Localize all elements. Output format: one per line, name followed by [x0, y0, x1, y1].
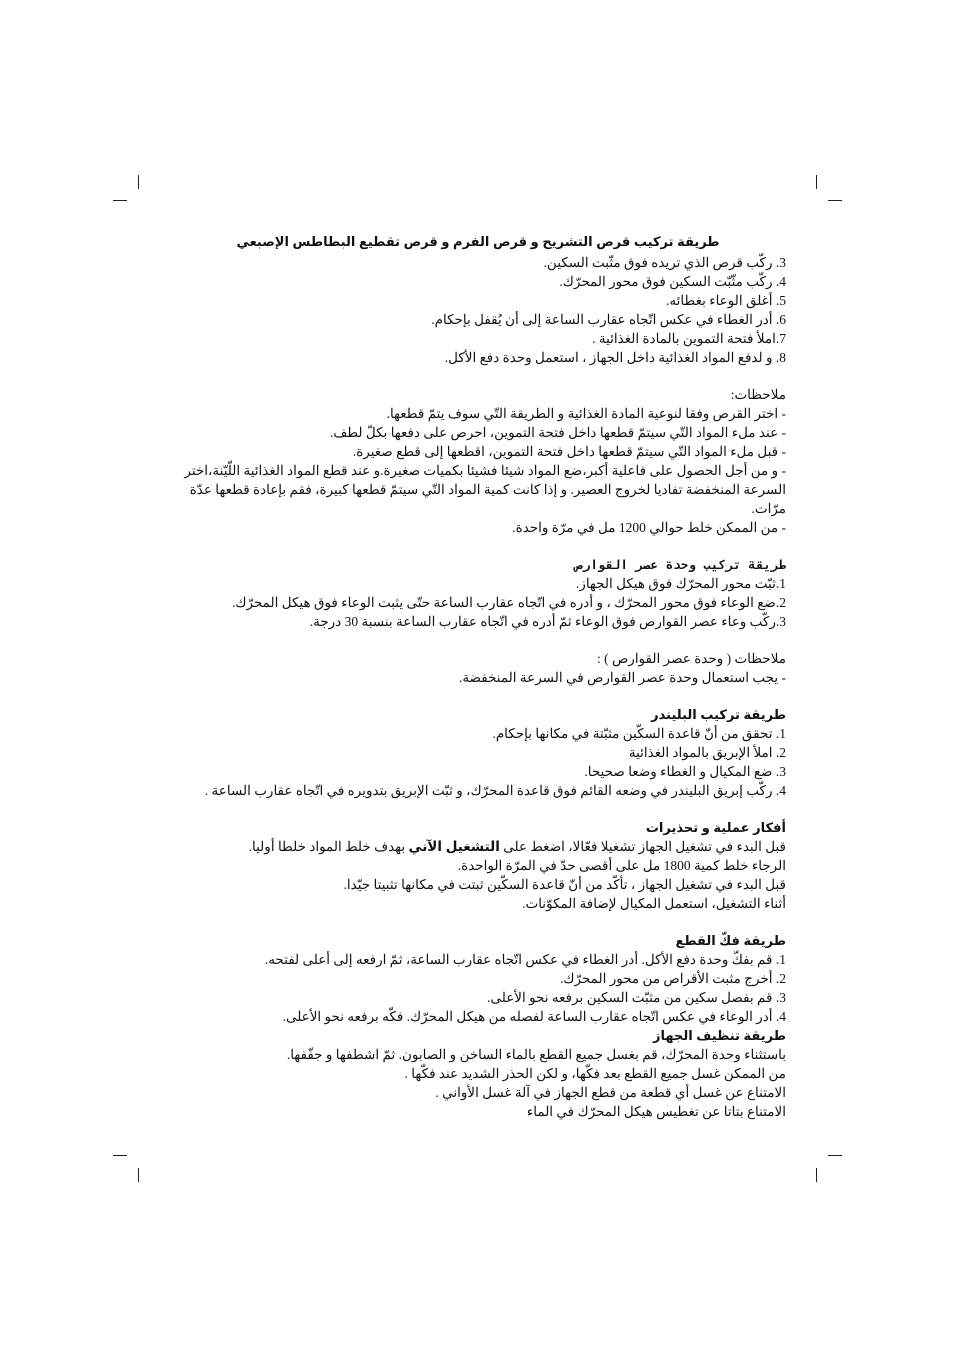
cleaning-lines — [170, 1045, 786, 1121]
list-item: 4. ركّب مثّبّت السكين فوق محور المحرّك. — [559, 274, 786, 289]
list-item: الرجاء خلط كمية 1800 مل على أقصى حدّ في المرّة الواحدة. — [457, 858, 786, 873]
list-item: 4. ركّب إبريق البليندر في وضعه القائم فوق قاعدة المحرّك، و ثبّت الإبريق بتدويره في اتّجاه عقارب الساعة . — [204, 783, 786, 798]
section-title-slicing: طريقة تركيب قرص التشريح و قرص الفرم و قرص تقطيع البطاطس الإصبعي — [236, 234, 720, 249]
disassembly-steps — [170, 950, 786, 1026]
list-item: - اختر القرص وفقا لنوعية المادة الغذائية و الطريقة التّي سوف يتمّ قطعها. — [386, 406, 786, 421]
section-title-citrus: طريقة تركيب وحدة عصر القوارص — [575, 557, 786, 572]
list-item: أثناء التشغيل، استعمل المكيال لإضافة المكوّنات. — [522, 896, 786, 911]
list-item: 1.ثبّت محور المحرّك فوق هيكل الجهاز. — [575, 576, 786, 591]
list-item: الامتناع بتاتا عن تغطيس هيكل المحرّك في الماء — [526, 1104, 786, 1119]
crop-mark — [816, 175, 817, 189]
notes-title: ملاحظات: — [730, 387, 786, 402]
list-item: 6. أدر الغطاء في عكس اتّجاه عقارب الساعة إلى أن يُقفل بإحكام. — [431, 312, 786, 327]
list-item: 3. قم بفصل سكين من مثبّت السكين برفعه نحو الأعلى. — [487, 990, 786, 1005]
document-page — [170, 232, 786, 1121]
list-item: 2. املأ الإبريق بالمواد الغذائية — [628, 745, 786, 760]
crop-mark — [828, 200, 842, 201]
list-item: باستثناء وحدة المحرّك، قم بغسل جميع القطع بالماء الساخن و الصابون. ثمّ اشطفها و جفّفها. — [286, 1047, 786, 1062]
list-item: 2.ضع الوعاء فوق محور المحرّك ، و أدره في اتّجاه عقارب الساعة حتّى يثبت الوعاء فوق هيكل المحرّك. — [232, 595, 786, 610]
list-item: 8. و لدفع المواد الغذائية داخل الجهاز ، استعمل وحدة دفع الأكل. — [444, 350, 786, 365]
slicing-steps — [170, 253, 786, 367]
list-item: - و من أجل الحصول على فاعلية أكبر،ضع المواد شيئا فشيئا بكميات صغيرة.و عند قطع المواد الغذائية اللّيّنة،اختر السرعة المنخفضة تفاديا لخروج العصير. و إذا كانت كمية المواد التّي سيتمّ قطعها كبيرة، فقم بإعادة قطعها عدّة مرّات. — [184, 463, 786, 516]
list-item: 1. قم بفكّ وحدة دفع الأكل. أدر الغطاء في عكس اتّجاه عقارب الساعة، ثمّ ارفعه إلى أعلى لفتحه. — [264, 952, 786, 967]
crop-mark — [138, 175, 139, 189]
list-item — [170, 837, 786, 856]
crop-mark — [138, 1168, 139, 1182]
tips-lines — [170, 837, 786, 913]
list-item: 5. أغلق الوعاء بغطائه. — [666, 293, 786, 308]
blender-steps — [170, 724, 786, 800]
instant-mode-label: التشغيل الآني — [408, 839, 500, 854]
list-item: - يجب استعمال وحدة عصر القوارص في السرعة المنخفضة. — [458, 670, 786, 685]
section-title-tips: أفكار عملية و تحذيرات — [645, 820, 786, 835]
tip-text: قبل البدء في تشغيل الجهاز تشغيلا فعّالا، اضغط على — [499, 839, 786, 854]
list-item: 4. أدر الوعاء في عكس اتّجاه عقارب الساعة لفصله من هيكل المحرّك. فكّه برفعه نحو الأعلى. — [282, 1009, 786, 1024]
list-item: 7.املأ فتحة التموين بالمادة الغذائية . — [592, 331, 786, 346]
crop-mark — [113, 1155, 127, 1156]
list-item: 3.ركّب وعاء عصر القوارص فوق الوعاء ثمّ أدره في اتّجاه عقارب الساعة بنسبة 30 درجة. — [309, 614, 786, 629]
slicing-notes — [154, 404, 786, 537]
list-item: 3. ركّب قرص الذي تريده فوق مثّبت السكين. — [543, 255, 786, 270]
crop-mark — [816, 1168, 817, 1182]
list-item: الامتناع عن غسل أي قطعة من قطع الجهاز في آلة غسل الأواني . — [435, 1085, 786, 1100]
list-item: 1. تحقق من أنّ قاعدة السكّين مثبّتة في مكانها بإحكام. — [492, 726, 786, 741]
citrus-steps — [170, 574, 786, 631]
section-title-blender: طريقة تركيب البليندر — [651, 707, 786, 722]
list-item: - قبل ملء المواد التّي سيتمّ قطعها داخل فتحة التموين، اقطعها إلى قطع صغيرة. — [352, 444, 786, 459]
list-item: قبل البدء في تشغيل الجهاز ، تأكّد من أنّ قاعدة السكّين ثبتت في مكانها تثبيتا جيّدا. — [343, 877, 786, 892]
crop-mark — [113, 200, 127, 201]
list-item: من الممكن غسل جميع القطع بعد فكّها، و لكن الحذر الشديد عند فكّها . — [404, 1066, 786, 1081]
list-item: - من الممكن خلط حوالي 1200 مل في مرّة واحدة. — [512, 520, 786, 535]
section-title-disassembly: طريقة فكّ القطع — [675, 933, 786, 948]
section-title-cleaning: طريقة تنظيف الجهاز — [653, 1028, 786, 1043]
notes-title: ملاحظات ( وحدة عصر القوارص ) : — [596, 651, 786, 666]
list-item: 2. أخرج مثبت الأقراص من محور المحرّك. — [560, 971, 786, 986]
list-item: 3. ضع المكيال و الغطاء وضعا صحيحا. — [584, 764, 786, 779]
tip-text: بهدف خلط المواد خلطا أوليا. — [248, 839, 409, 854]
list-item: - عند ملء المواد التّي سيتمّ قطعها داخل فتحة التموين، احرص على دفعها بكلّ لطف. — [329, 425, 786, 440]
crop-mark — [828, 1155, 842, 1156]
